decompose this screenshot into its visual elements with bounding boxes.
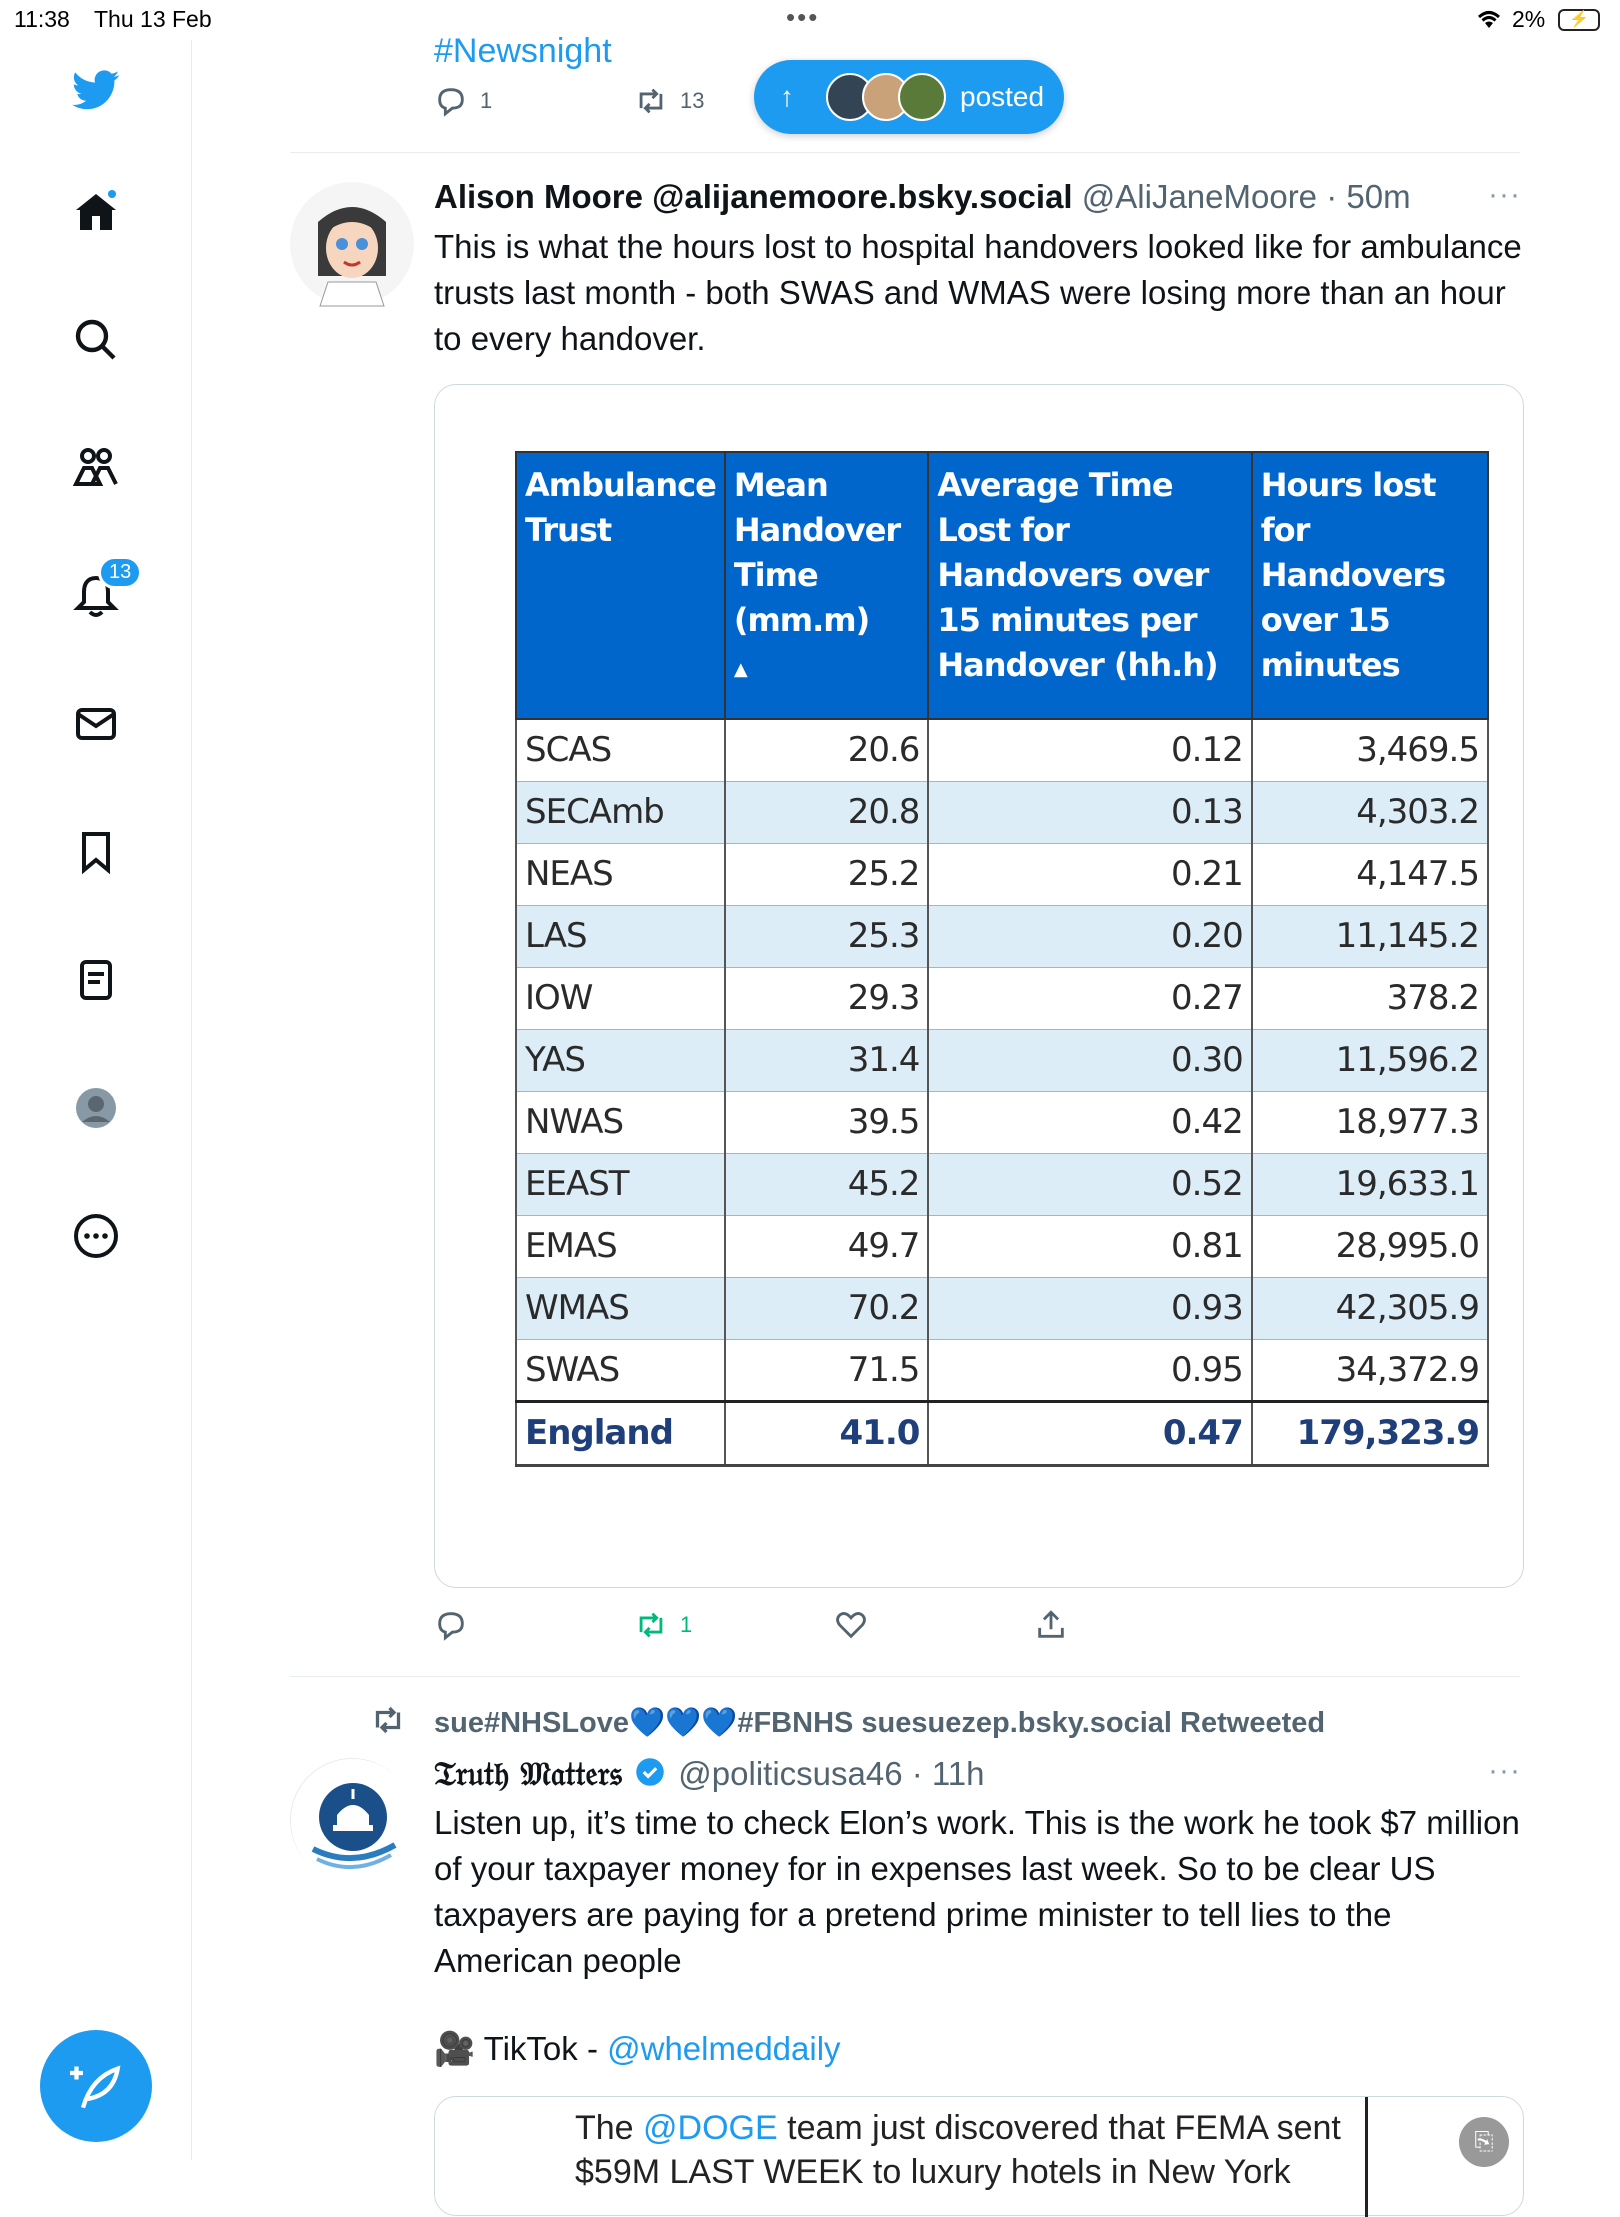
value-cell: 18,977.3 (1252, 1091, 1488, 1153)
verified-badge-icon (635, 1757, 665, 1795)
value-cell: 29.3 (725, 967, 929, 1029)
arrow-up-icon: ↑ (780, 81, 794, 112)
search-icon[interactable] (66, 310, 126, 370)
like-button[interactable] (834, 1608, 868, 1642)
retweet-count: 1 (680, 1612, 693, 1637)
table-header: Average Time Lost for Handovers over 15 minutes per Handover (hh.h) (928, 452, 1251, 719)
blue-hearts: 💙💙💙 (629, 1707, 738, 1739)
embed-caption-line: $59M LAST WEEK to luxury hotels in New York (575, 2153, 1291, 2191)
reply-icon (434, 84, 468, 118)
table-row (516, 1091, 1488, 1153)
value-cell: 0.20 (928, 905, 1251, 967)
trust-name-cell: EEAST (516, 1153, 725, 1215)
value-cell: 34,372.9 (1252, 1339, 1488, 1401)
handle-time[interactable]: @AliJaneMoore · 50m (1081, 178, 1411, 215)
tweet-header (434, 178, 1411, 216)
total-label-cell: England (516, 1401, 725, 1465)
embedded-media-card[interactable] (434, 2096, 1524, 2216)
value-cell: 25.2 (725, 843, 929, 905)
table-row (516, 1153, 1488, 1215)
value-cell: 0.21 (928, 843, 1251, 905)
value-cell: 70.2 (725, 1277, 929, 1339)
display-name[interactable]: Alison Moore @alijanemoore.bsky.social (434, 178, 1073, 215)
value-cell: 11,145.2 (1252, 905, 1488, 967)
retweet-button[interactable] (634, 84, 704, 118)
multitask-dots[interactable]: ••• (786, 2, 820, 32)
retweet-banner-text: #FBNHS suesuezep.bsky.social Retweeted (737, 1707, 1326, 1739)
sidebar (0, 40, 192, 2160)
trust-name-cell: SWAS (516, 1339, 725, 1401)
value-cell: 45.2 (725, 1153, 929, 1215)
total-value-cell: 179,323.9 (1252, 1401, 1488, 1465)
table-row (516, 781, 1488, 843)
avatar (898, 73, 946, 121)
sort-arrow-icon: ▲ (733, 659, 747, 680)
table-header: Hours lost for Handovers over 15 minutes (1252, 452, 1488, 719)
trust-name-cell: NEAS (516, 843, 725, 905)
value-cell: 3,469.5 (1252, 719, 1488, 781)
value-cell: 11,596.2 (1252, 1029, 1488, 1091)
retweet-banner[interactable] (434, 1706, 1325, 1740)
retweet-button[interactable] (634, 1608, 692, 1642)
timeline[interactable] (192, 32, 1620, 2191)
table-row (516, 905, 1488, 967)
feather-plus-icon (70, 2060, 122, 2112)
table-row (516, 1339, 1488, 1401)
status-date: Thu 13 Feb (94, 6, 212, 32)
embed-text: The (575, 2109, 644, 2147)
retweeter-name: sue#NHSLove (434, 1707, 630, 1739)
table-row (516, 1029, 1488, 1091)
value-cell: 42,305.9 (1252, 1277, 1488, 1339)
embed-caption-line (575, 2109, 1341, 2148)
status-bar (0, 0, 1620, 40)
reply-button[interactable] (434, 1608, 468, 1642)
new-posts-pill[interactable] (754, 60, 1064, 134)
twitter-logo-icon[interactable] (66, 60, 126, 120)
value-cell: 49.7 (725, 1215, 929, 1277)
table-row (516, 843, 1488, 905)
reply-icon (434, 1608, 468, 1642)
messages-envelope-icon[interactable] (66, 694, 126, 754)
divider (1365, 2097, 1368, 2217)
home-icon[interactable] (66, 182, 126, 242)
trust-name-cell: YAS (516, 1029, 725, 1091)
status-time: 11:38 (14, 6, 70, 32)
hashtag-link[interactable]: #Newsnight (434, 32, 612, 70)
notification-badge: 13 (98, 556, 142, 589)
tweet-text: This is what the hours lost to hospital handovers looked like for ambulance trusts last month - both SWAS and WMAS were losing more than an hour to every handover. (434, 228, 1522, 357)
tweet-image[interactable] (434, 384, 1524, 1588)
trust-name-cell: EMAS (516, 1215, 725, 1277)
reply-button[interactable] (434, 84, 492, 118)
tiktok-handle-link[interactable]: @whelmeddaily (607, 2030, 841, 2067)
table-header (725, 452, 929, 719)
total-value-cell: 0.47 (928, 1401, 1251, 1465)
tweet-more-button[interactable]: ··· (1488, 178, 1521, 211)
wifi-icon (1474, 6, 1504, 36)
handover-table (515, 451, 1489, 1467)
more-options-icon[interactable] (66, 1206, 126, 1266)
value-cell: 0.93 (928, 1277, 1251, 1339)
compose-tweet-button[interactable] (40, 2030, 152, 2142)
display-name[interactable]: 𝔗𝔯𝔲𝔱𝔥 𝔐𝔞𝔱𝔱𝔢𝔯𝔰 (434, 1754, 622, 1793)
value-cell: 0.81 (928, 1215, 1251, 1277)
table-row (516, 967, 1488, 1029)
embed-text: team just discovered that FEMA sent (777, 2109, 1341, 2147)
trust-name-cell: IOW (516, 967, 725, 1029)
tweet-more-button[interactable]: ··· (1488, 1754, 1521, 1787)
value-cell: 19,633.1 (1252, 1153, 1488, 1215)
value-cell: 39.5 (725, 1091, 929, 1153)
value-cell: 20.6 (725, 719, 929, 781)
share-icon (1034, 1608, 1068, 1642)
retweet-icon (634, 84, 668, 118)
reply-count: 1 (480, 88, 493, 113)
value-cell: 71.5 (725, 1339, 929, 1401)
trust-name-cell: SCAS (516, 719, 725, 781)
avatar[interactable] (290, 1758, 414, 1882)
value-cell: 0.12 (928, 719, 1251, 781)
tiktok-source (434, 2030, 841, 2069)
value-cell: 4,147.5 (1252, 843, 1488, 905)
tweet-text: Listen up, it’s time to check Elon’s work. This is the work he took $7 million of your taxpayer money for in expenses last week. So to be clear US taxpayers are paying for a pretend prime minister to tell lies to the American people (434, 1804, 1520, 1979)
value-cell: 4,303.2 (1252, 781, 1488, 843)
value-cell: 0.52 (928, 1153, 1251, 1215)
value-cell: 378.2 (1252, 967, 1488, 1029)
value-cell: 0.13 (928, 781, 1251, 843)
value-cell: 0.27 (928, 967, 1251, 1029)
profile-icon[interactable] (66, 1078, 126, 1138)
heart-icon (834, 1608, 868, 1642)
table-header: Ambulance Trust (516, 452, 725, 719)
value-cell: 20.8 (725, 781, 929, 843)
table-total-row (516, 1401, 1488, 1465)
value-cell: 25.3 (725, 905, 929, 967)
value-cell: 0.30 (928, 1029, 1251, 1091)
embed-mention[interactable]: @DOGE (643, 2109, 778, 2147)
communities-icon[interactable] (66, 438, 126, 498)
share-button[interactable] (1034, 1608, 1068, 1642)
tweet-header (434, 1754, 985, 1795)
divider (290, 152, 1520, 153)
floating-action-icon[interactable]: ⎘ (1459, 2117, 1509, 2167)
table-row (516, 1215, 1488, 1277)
bookmarks-icon[interactable] (66, 822, 126, 882)
posted-label: posted (960, 81, 1045, 112)
value-cell: 0.42 (928, 1091, 1251, 1153)
retweet-icon (634, 1608, 668, 1642)
tiktok-prefix: 🎥 TikTok - (434, 2030, 608, 2067)
value-cell: 31.4 (725, 1029, 929, 1091)
divider (290, 1676, 1520, 1677)
trust-name-cell: WMAS (516, 1277, 725, 1339)
avatar[interactable] (290, 182, 414, 306)
table-row (516, 1277, 1488, 1339)
battery-percent: 2% (1512, 6, 1546, 32)
retweeted-icon (370, 1702, 406, 1738)
handle-time[interactable]: @politicsusa46 · 11h (678, 1755, 985, 1792)
trust-name-cell: LAS (516, 905, 725, 967)
total-value-cell: 41.0 (725, 1401, 929, 1465)
lists-icon[interactable] (66, 950, 126, 1010)
value-cell: 0.95 (928, 1339, 1251, 1401)
retweet-count: 13 (680, 88, 705, 113)
trust-name-cell: SECAmb (516, 781, 725, 843)
trust-name-cell: NWAS (516, 1091, 725, 1153)
value-cell: 28,995.0 (1252, 1215, 1488, 1277)
table-header-label: Mean Handover Time (mm.m) (733, 466, 901, 639)
table-row (516, 719, 1488, 781)
battery-icon: ⚡ (1558, 9, 1600, 31)
